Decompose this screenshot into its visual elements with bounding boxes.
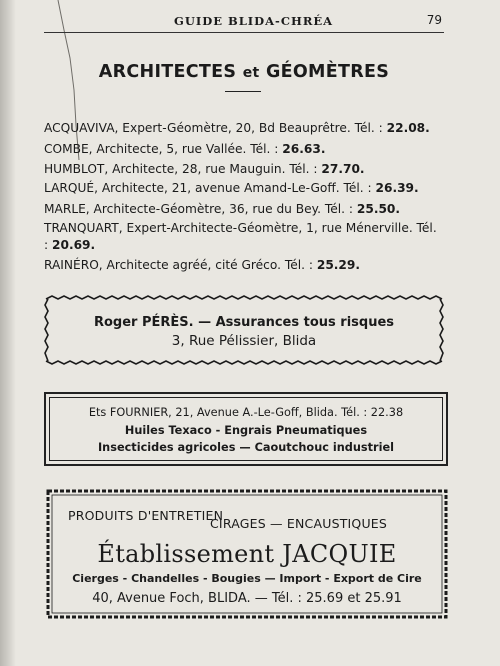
heading-rest: GÉOMÈTRES (265, 62, 390, 82)
entry-text: COMBE, Architecte, 5, rue Vallée. Tél. : (44, 142, 279, 156)
zigzag-border (44, 295, 444, 365)
inner-border (49, 397, 443, 461)
entry-phone: 20.69. (51, 238, 96, 252)
ad-fournier-products: Huiles Texaco - Engrais Pneumatiques (124, 424, 368, 437)
entry-text: TRANQUART, Expert-Architecte-Géomètre, 1, rue Ménerville. Tél. : (44, 221, 437, 252)
heading-main: ARCHITECTES (98, 62, 237, 82)
advertisement-jacquie (46, 488, 448, 620)
entry-text: ACQUAVIVA, Expert-Géomètre, 20, Bd Beauprêtre. Tél. : (44, 121, 383, 135)
ad-jacquie-brand: Établissement JACQUIE (97, 540, 397, 568)
ad-jacquie-address: 40, Avenue Foch, BLIDA. — Tél. : 25.69 et 25.91 (92, 591, 402, 606)
directory-entry (44, 120, 449, 137)
entry-text: LARQUÉ, Architecte, 21, avenue Amand-Le-Goff. Tél. : (44, 181, 372, 195)
directory-entry (44, 201, 449, 218)
entry-text: MARLE, Architecte-Géomètre, 36, rue du Bey. Tél. : (44, 202, 353, 216)
directory-entry (44, 161, 449, 178)
entry-phone: 27.70. (321, 162, 365, 176)
advertisement-peres (44, 295, 444, 365)
ad-fournier-products-2: Insecticides agricoles — Caoutchouc industriel (97, 441, 395, 454)
ad-jacquie-line1: PRODUITS D'ENTRETIEN (68, 508, 224, 523)
page-number: 79 (426, 13, 442, 27)
directory-entry (44, 180, 449, 197)
entry-phone: 26.63. (282, 142, 326, 156)
ad-jacquie-line2: CIRAGES — ENCAUSTIQUES (210, 516, 388, 531)
heading-connector: et (242, 65, 260, 81)
entry-text: RAINÉRO, Architecte agréé, cité Gréco. Tél. : (44, 258, 313, 272)
advertisement-fournier (44, 392, 448, 466)
ad-jacquie-products: Cierges - Chandelles - Bougies — Import - Export de Cire (72, 572, 422, 585)
directory-entry (44, 220, 444, 254)
entry-phone: 25.50. (356, 202, 401, 216)
ad-fournier-headline: Ets FOURNIER, 21, Avenue A.-Le-Goff, Blida. Tél. : 22.38 (88, 406, 404, 419)
entry-phone: 25.29. (316, 258, 361, 272)
section-heading (44, 62, 444, 82)
entry-text: HUMBLOT, Architecte, 28, rue Mauguin. Tél. : (44, 162, 318, 176)
directory-entry (44, 257, 449, 274)
entry-phone: 22.08. (386, 121, 430, 135)
ad-peres-headline: Roger PÉRÈS. — Assurances tous risques (93, 315, 395, 330)
directory-entry (44, 141, 449, 158)
running-title: GUIDE BLIDA-CHRÉA (174, 14, 334, 28)
ad-peres-address: 3, Rue Pélissier, Blida (171, 333, 317, 349)
running-header (44, 10, 444, 33)
entry-phone: 26.39. (375, 181, 419, 195)
heading-rule (225, 91, 261, 92)
